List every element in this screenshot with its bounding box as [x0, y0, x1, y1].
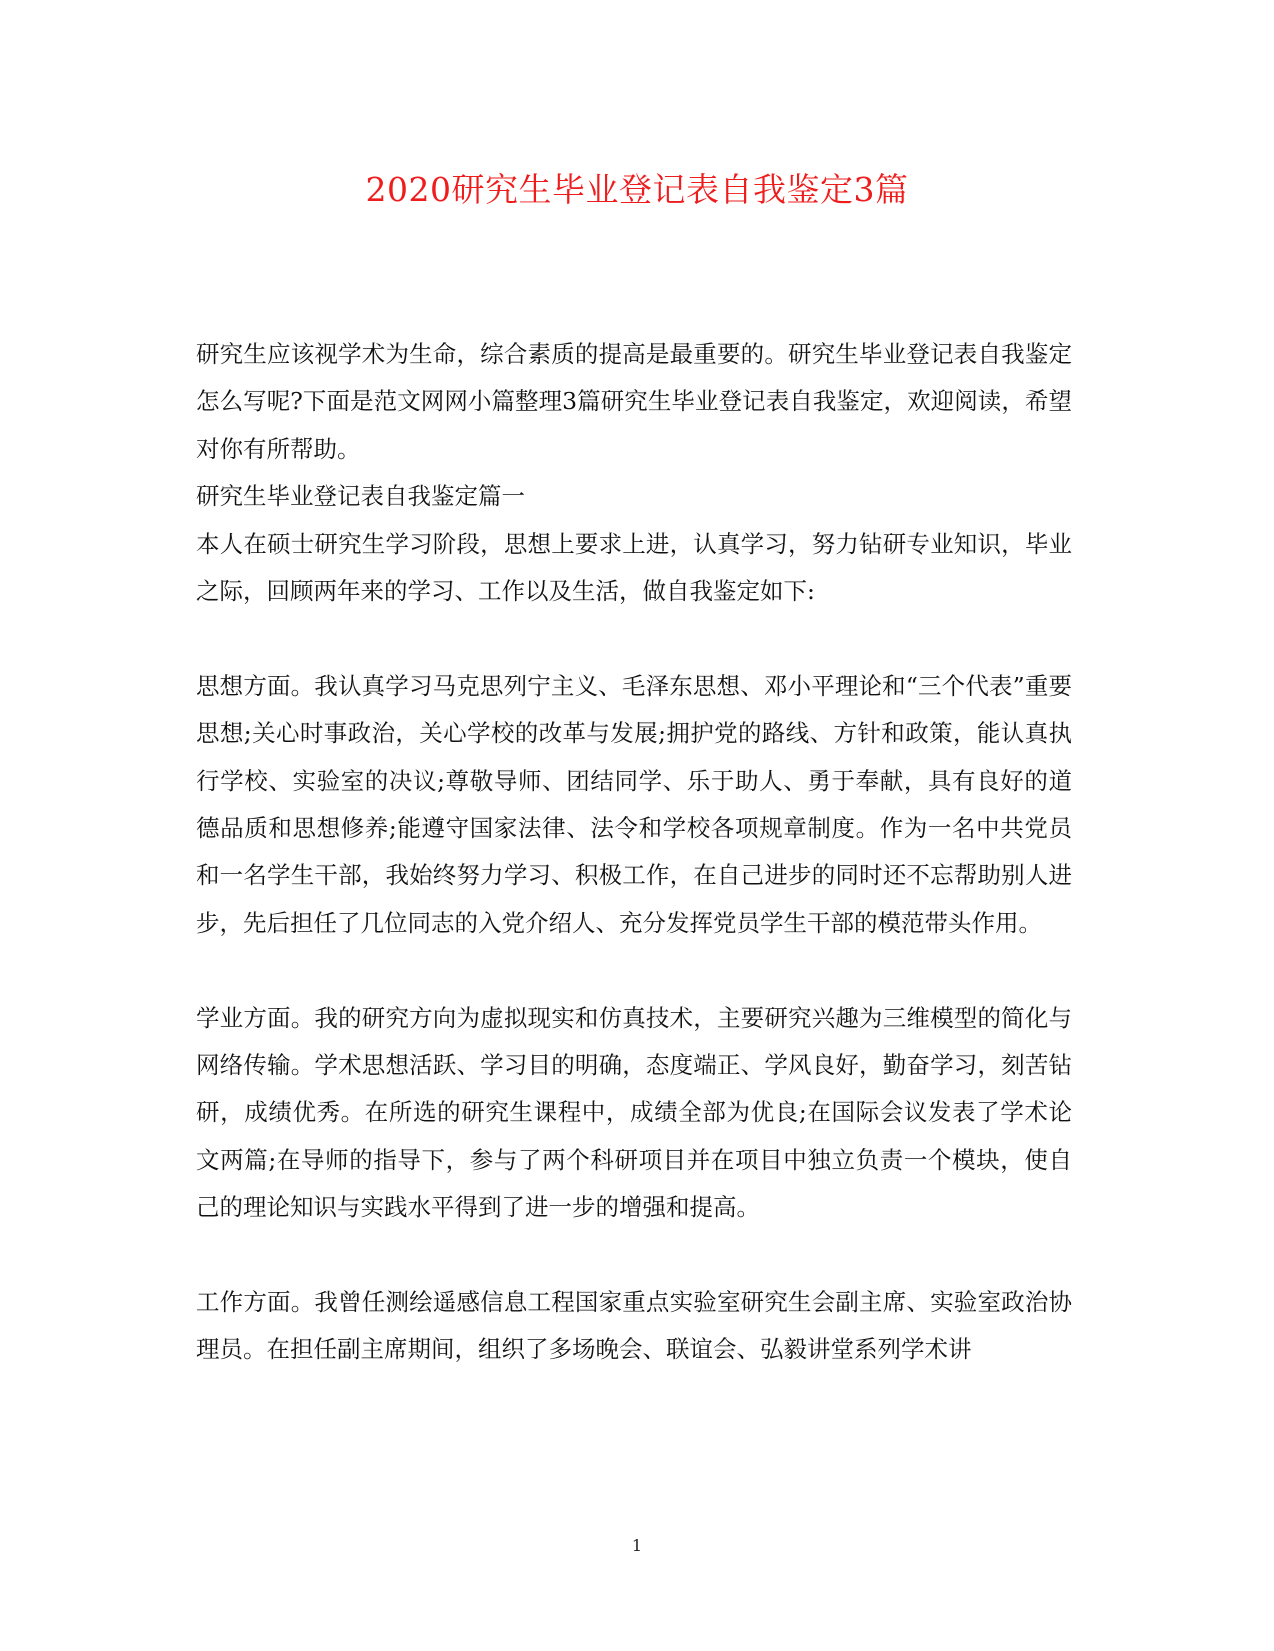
academic-paragraph: 学业方面。我的研究方向为虚拟现实和仿真技术，主要研究兴趣为三维模型的简化与网络传输。学术思想活跃、学习目的明确，态度端正、学风良好，勤奋学习，刻苦钻研，成绩优秀。在所选的研究生课程中，成绩全部为优良;在国际会议发表了学术论文两篇;在导师的指导下，参与了两个科研项目并在项目中独立负责一个模块，使自己的理论知识与实践水平得到了进一步的增强和提高。 [196, 1003, 1072, 1222]
page-title: 2020研究生毕业登记表自我鉴定3篇 [365, 170, 909, 209]
ideology-paragraph: 思想方面。我认真学习马克思列宁主义、毛泽东思想、邓小平理论和“三个代表”重要思想;关心时事政治，关心学校的改革与发展;拥护党的路线、方针和政策，能认真执行学校、实验室的决议;尊敬导师、团结同学、乐于助人、勇于奉献，具有良好的道德品质和思想修养;能遵守国家法律、法令和学校各项规章制度。作为一名中共党员和一名学生干部，我始终努力学习、积极工作，在自己进步的同时还不忘帮助别人进步，先后担任了几位同志的入党介绍人、充分发挥党员学生干部的模范带头作用。 [196, 671, 1072, 937]
intro-paragraph: 研究生应该视学术为生命，综合素质的提高是最重要的。研究生毕业登记表自我鉴定怎么写呢?下面是范文网网小篇整理3篇研究生毕业登记表自我鉴定，欢迎阅读，希望对你有所帮助。 [196, 340, 1072, 463]
work-paragraph: 工作方面。我曾任测绘遥感信息工程国家重点实验室研究生会副主席、实验室政治协理员。在担任副主席期间，组织了多场晚会、联谊会、弘毅讲堂系列学术讲 [196, 1288, 1072, 1364]
section-heading: 研究生毕业登记表自我鉴定篇一 [196, 482, 525, 511]
page-number: 1 [631, 1536, 643, 1555]
document-body [196, 331, 1072, 1374]
opening-paragraph: 本人在硕士研究生学习阶段，思想上要求上进，认真学习，努力钻研专业知识，毕业之际，回顾两年来的学习、工作以及生活，做自我鉴定如下: [196, 529, 1072, 606]
